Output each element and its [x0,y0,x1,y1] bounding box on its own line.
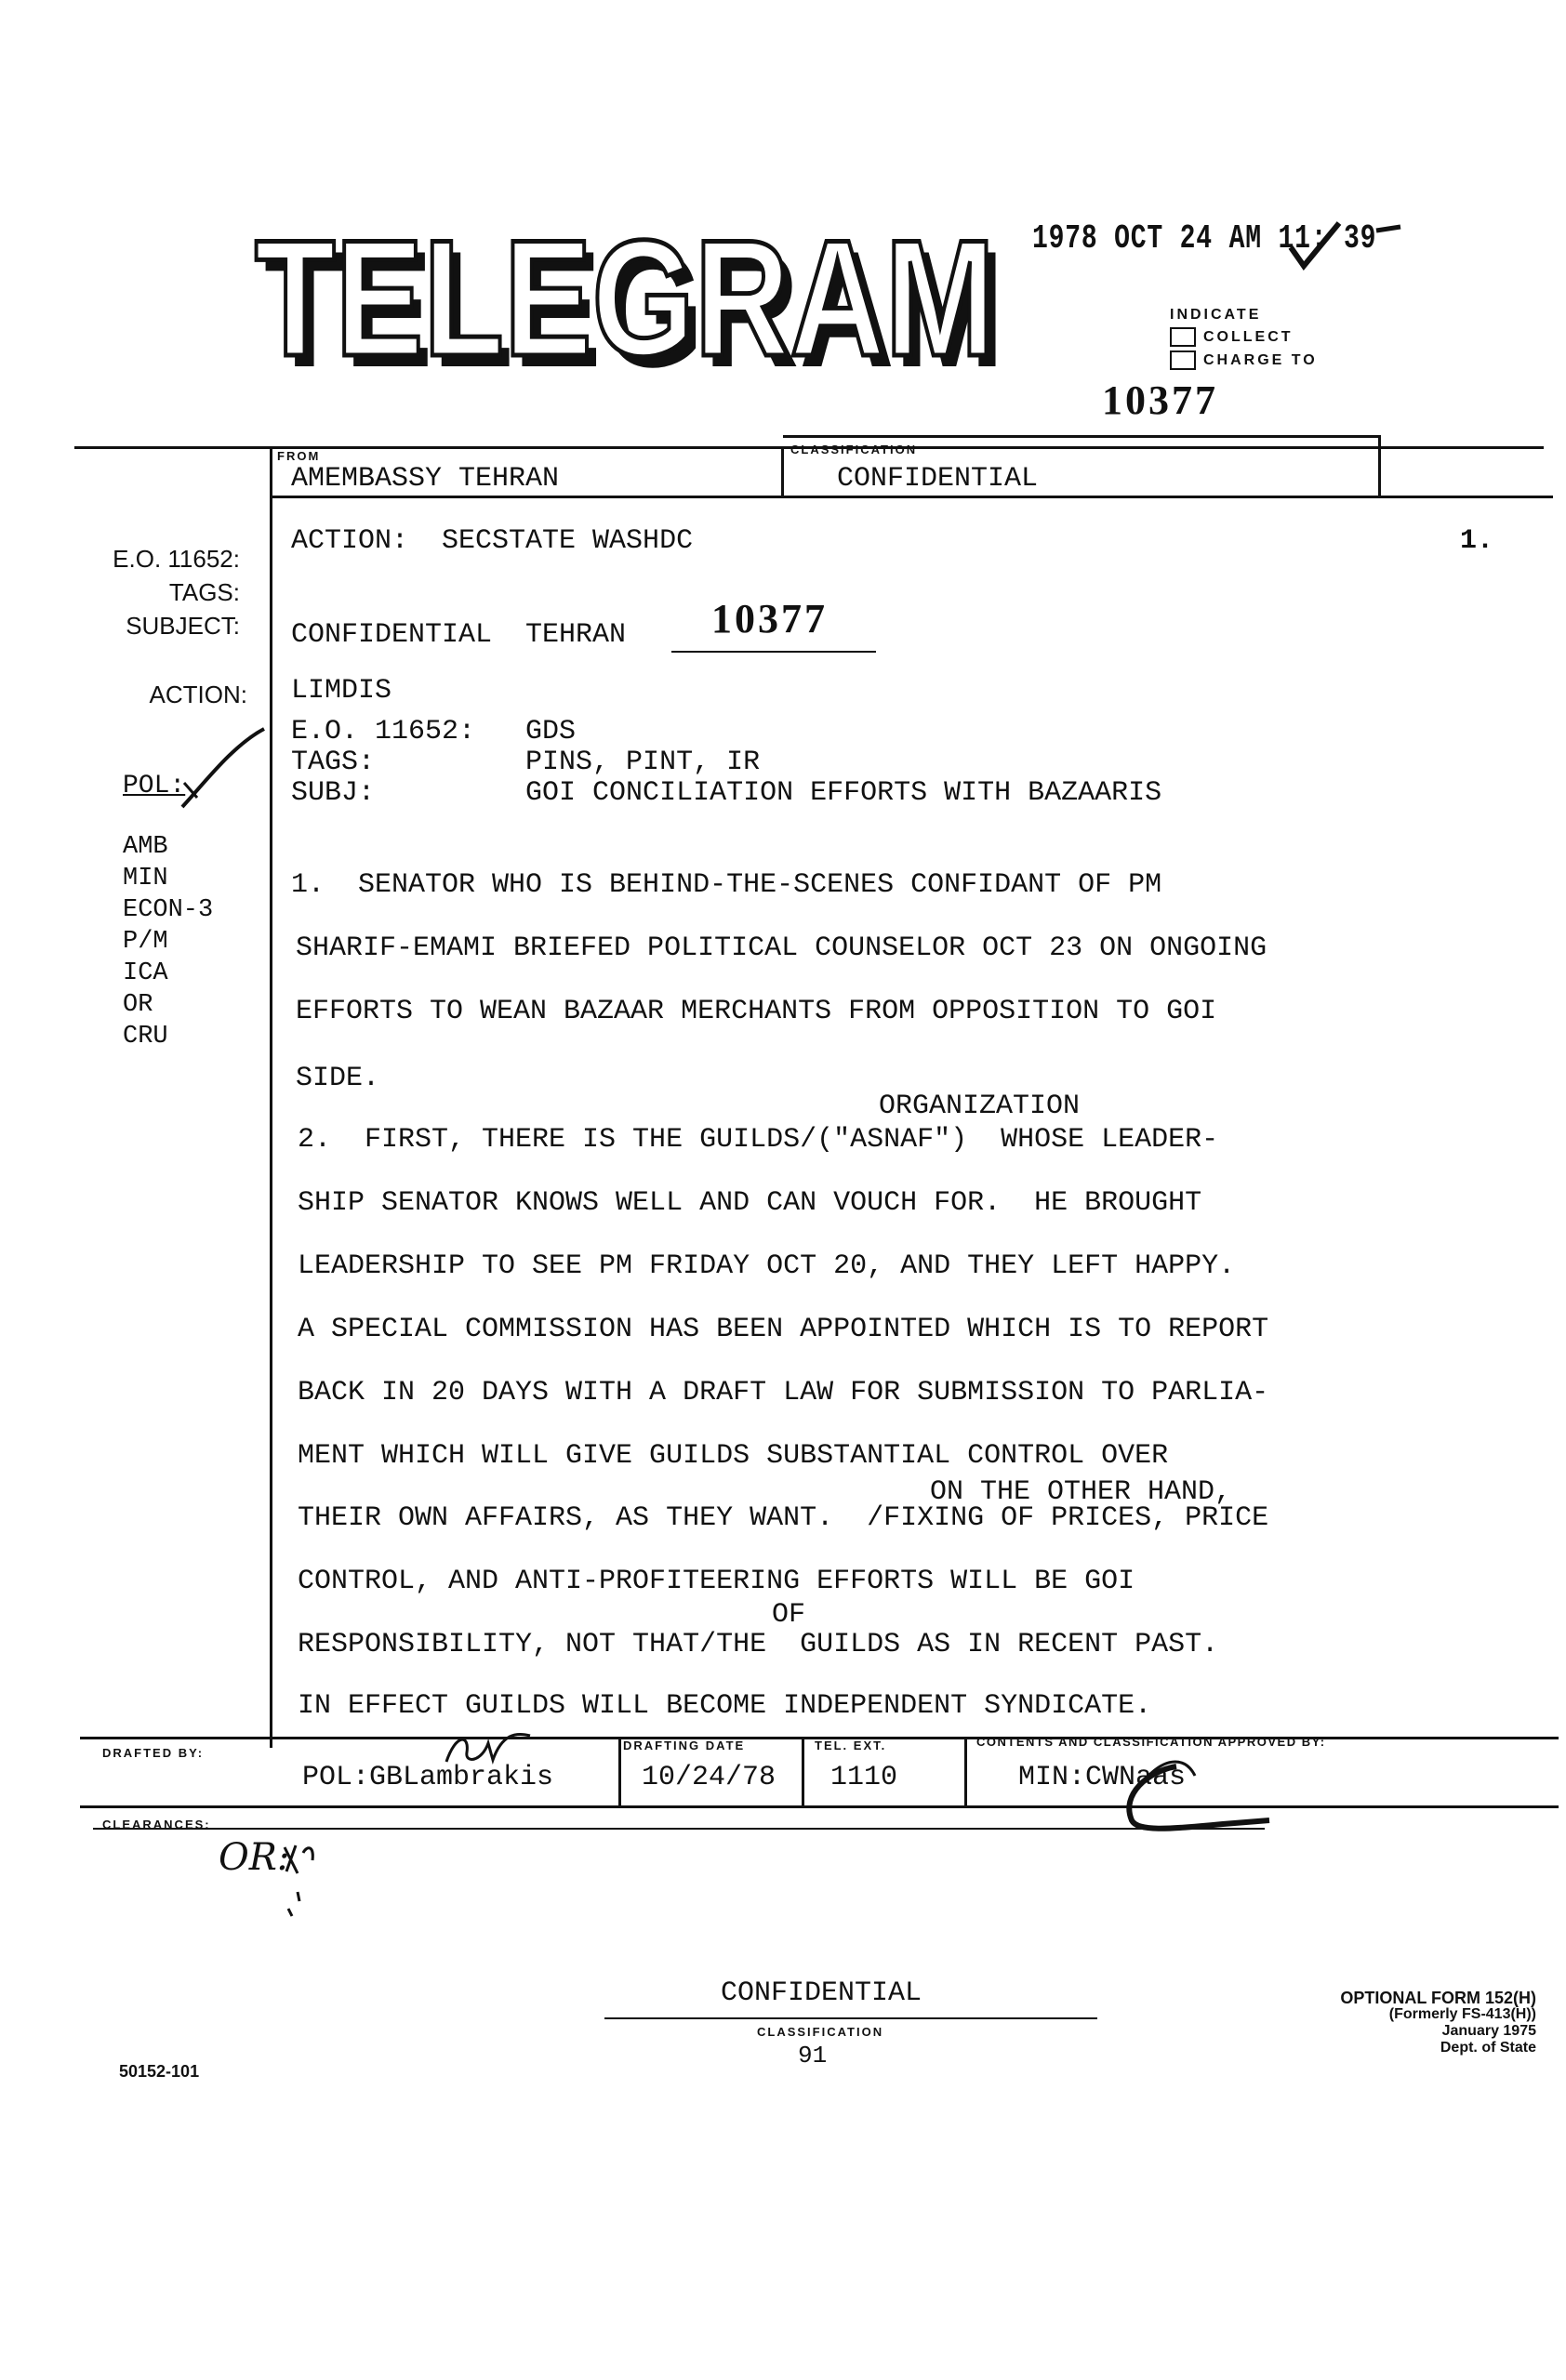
drafted-by-label: DRAFTED BY: [102,1746,205,1760]
distribution-item: ICA [123,959,168,987]
eo-label: E.O. 11652: [113,545,240,573]
collect-label: COLLECT [1203,328,1294,345]
stamp-checkmark [1283,219,1413,275]
approver-signature [1111,1739,1279,1841]
para1-line: SHARIF-EMAMI BRIEFED POLITICAL COUNSELOR OCT 23 ON ONGOING [296,932,1267,964]
distribution-item: AMB [123,833,168,861]
date-time-stamp: 1978 OCT 24 AM 11: 39 [1032,219,1377,258]
tel-ext-value: 1110 [830,1762,898,1793]
limdis-line: LIMDIS [291,675,392,707]
classification-label: CLASSIFICATION [790,443,918,456]
para2-line: 2. FIRST, THERE IS THE GUILDS/("ASNAF") WHOSE LEADER- [298,1124,1219,1156]
from-value: AMEMBASSY TEHRAN [291,463,560,495]
insert-organization: ORGANIZATION [879,1091,1081,1122]
charge-to-checkbox [1170,350,1196,370]
drafted-by-value: POL:GBLambrakis [302,1762,554,1793]
para2-line: IN EFFECT GUILDS WILL BECOME INDEPENDENT SYNDICATE. [298,1690,1152,1722]
para2-line: SHIP SENATOR KNOWS WELL AND CAN VOUCH FOR. HE BROUGHT [298,1187,1202,1219]
para2-line: BACK IN 20 DAYS WITH A DRAFT LAW FOR SUBMISSION TO PARLIA- [298,1377,1269,1408]
subj-line: SUBJ: GOI CONCILIATION EFFORTS WITH BAZAARIS [291,777,1162,809]
bottom-classification-label: CLASSIFICATION [757,2025,884,2039]
conf-label: CONFIDENTIAL TEHRAN [291,619,627,651]
bottom-classification: CONFIDENTIAL [721,1977,922,2009]
action-line: ACTION: SECSTATE WASHDC [291,525,694,557]
eo-line: E.O. 11652: GDS [291,716,577,747]
form-note-line: OPTIONAL FORM 152(H) [1340,1989,1536,2007]
distribution-item: OR [123,991,153,1019]
distribution-item: P/M [123,928,168,956]
collect-checkbox [1170,327,1196,347]
para2-line: THEIR OWN AFFAIRS, AS THEY WANT. /FIXING OF PRICES, PRICE [298,1502,1269,1534]
collect-option [1170,327,1294,347]
classification-value: CONFIDENTIAL [837,463,1039,495]
clearances-handwriting: OR: [219,1836,290,1879]
charge-to-option [1170,350,1318,370]
pol-check-mark [177,727,270,811]
form-note-line: Dept. of State [1440,2040,1536,2056]
pol-label: POL: [123,772,186,800]
para1-line: EFFORTS TO WEAN BAZAAR MERCHANTS FROM OPPOSITION TO GOI [296,996,1217,1027]
para2-line: RESPONSIBILITY, NOT THAT/THE GUILDS AS IN RECENT PAST. [298,1629,1219,1660]
drafting-date-value: 10/24/78 [642,1762,776,1793]
clearances-label: CLEARANCES: [102,1818,211,1831]
form-note-line: January 1975 [1441,2023,1536,2039]
para2-line: A SPECIAL COMMISSION HAS BEEN APPOINTED WHICH IS TO REPORT [298,1314,1269,1345]
distribution-list [123,831,213,1052]
telegram-reference-number: 10377 [1102,377,1218,423]
indicate-label: INDICATE [1170,307,1262,323]
para1-line: SIDE. [296,1063,380,1094]
conf-number: 10377 [711,596,828,641]
para1-line: 1. SENATOR WHO IS BEHIND-THE-SCENES CONFIDANT OF PM [291,869,1162,901]
drafter-initials [437,1725,539,1771]
charge-to-label: CHARGE TO [1203,351,1318,368]
clearances-initials [279,1836,335,1920]
para2-line: CONTROL, AND ANTI-PROFITEERING EFFORTS WILL BE GOI [298,1566,1135,1597]
tags-label: TAGS: [168,578,240,606]
page-number: 91 [798,2042,828,2069]
insert-of: OF [772,1599,806,1631]
form-note-line: (Formerly FS-413(H)) [1388,2006,1536,2022]
from-label: FROM [277,449,321,463]
page-mark: 1. [1460,525,1494,557]
form-note [1237,1990,1536,2056]
action-label: ACTION: [149,681,247,708]
distribution-item: ECON-3 [123,896,214,924]
approved-by-value: MIN:CWNaas [1018,1762,1187,1793]
tags-line: TAGS: PINS, PINT, IR [291,747,761,778]
distribution-item: CRU [123,1023,168,1051]
insert-other-hand: ON THE OTHER HAND, [930,1476,1232,1508]
svg-text:TELEGRAM: TELEGRAM [264,227,1004,380]
subject-label: SUBJECT: [126,612,240,640]
tel-ext-label: TEL. EXT. [815,1739,887,1752]
drafting-date-label: DRAFTING DATE [623,1739,746,1752]
form-code: 50152-101 [119,2062,200,2081]
para2-line: MENT WHICH WILL GIVE GUILDS SUBSTANTIAL CONTROL OVER [298,1440,1169,1472]
distribution-item: MIN [123,865,168,892]
telegram-logo [251,227,1014,380]
svg-text:TELEGRAM: TELEGRAM [255,227,995,380]
para2-line: LEADERSHIP TO SEE PM FRIDAY OCT 20, AND THEY LEFT HAPPY. [298,1250,1236,1282]
approved-by-label: CONTENTS AND CLASSIFICATION APPROVED BY: [976,1735,1326,1749]
